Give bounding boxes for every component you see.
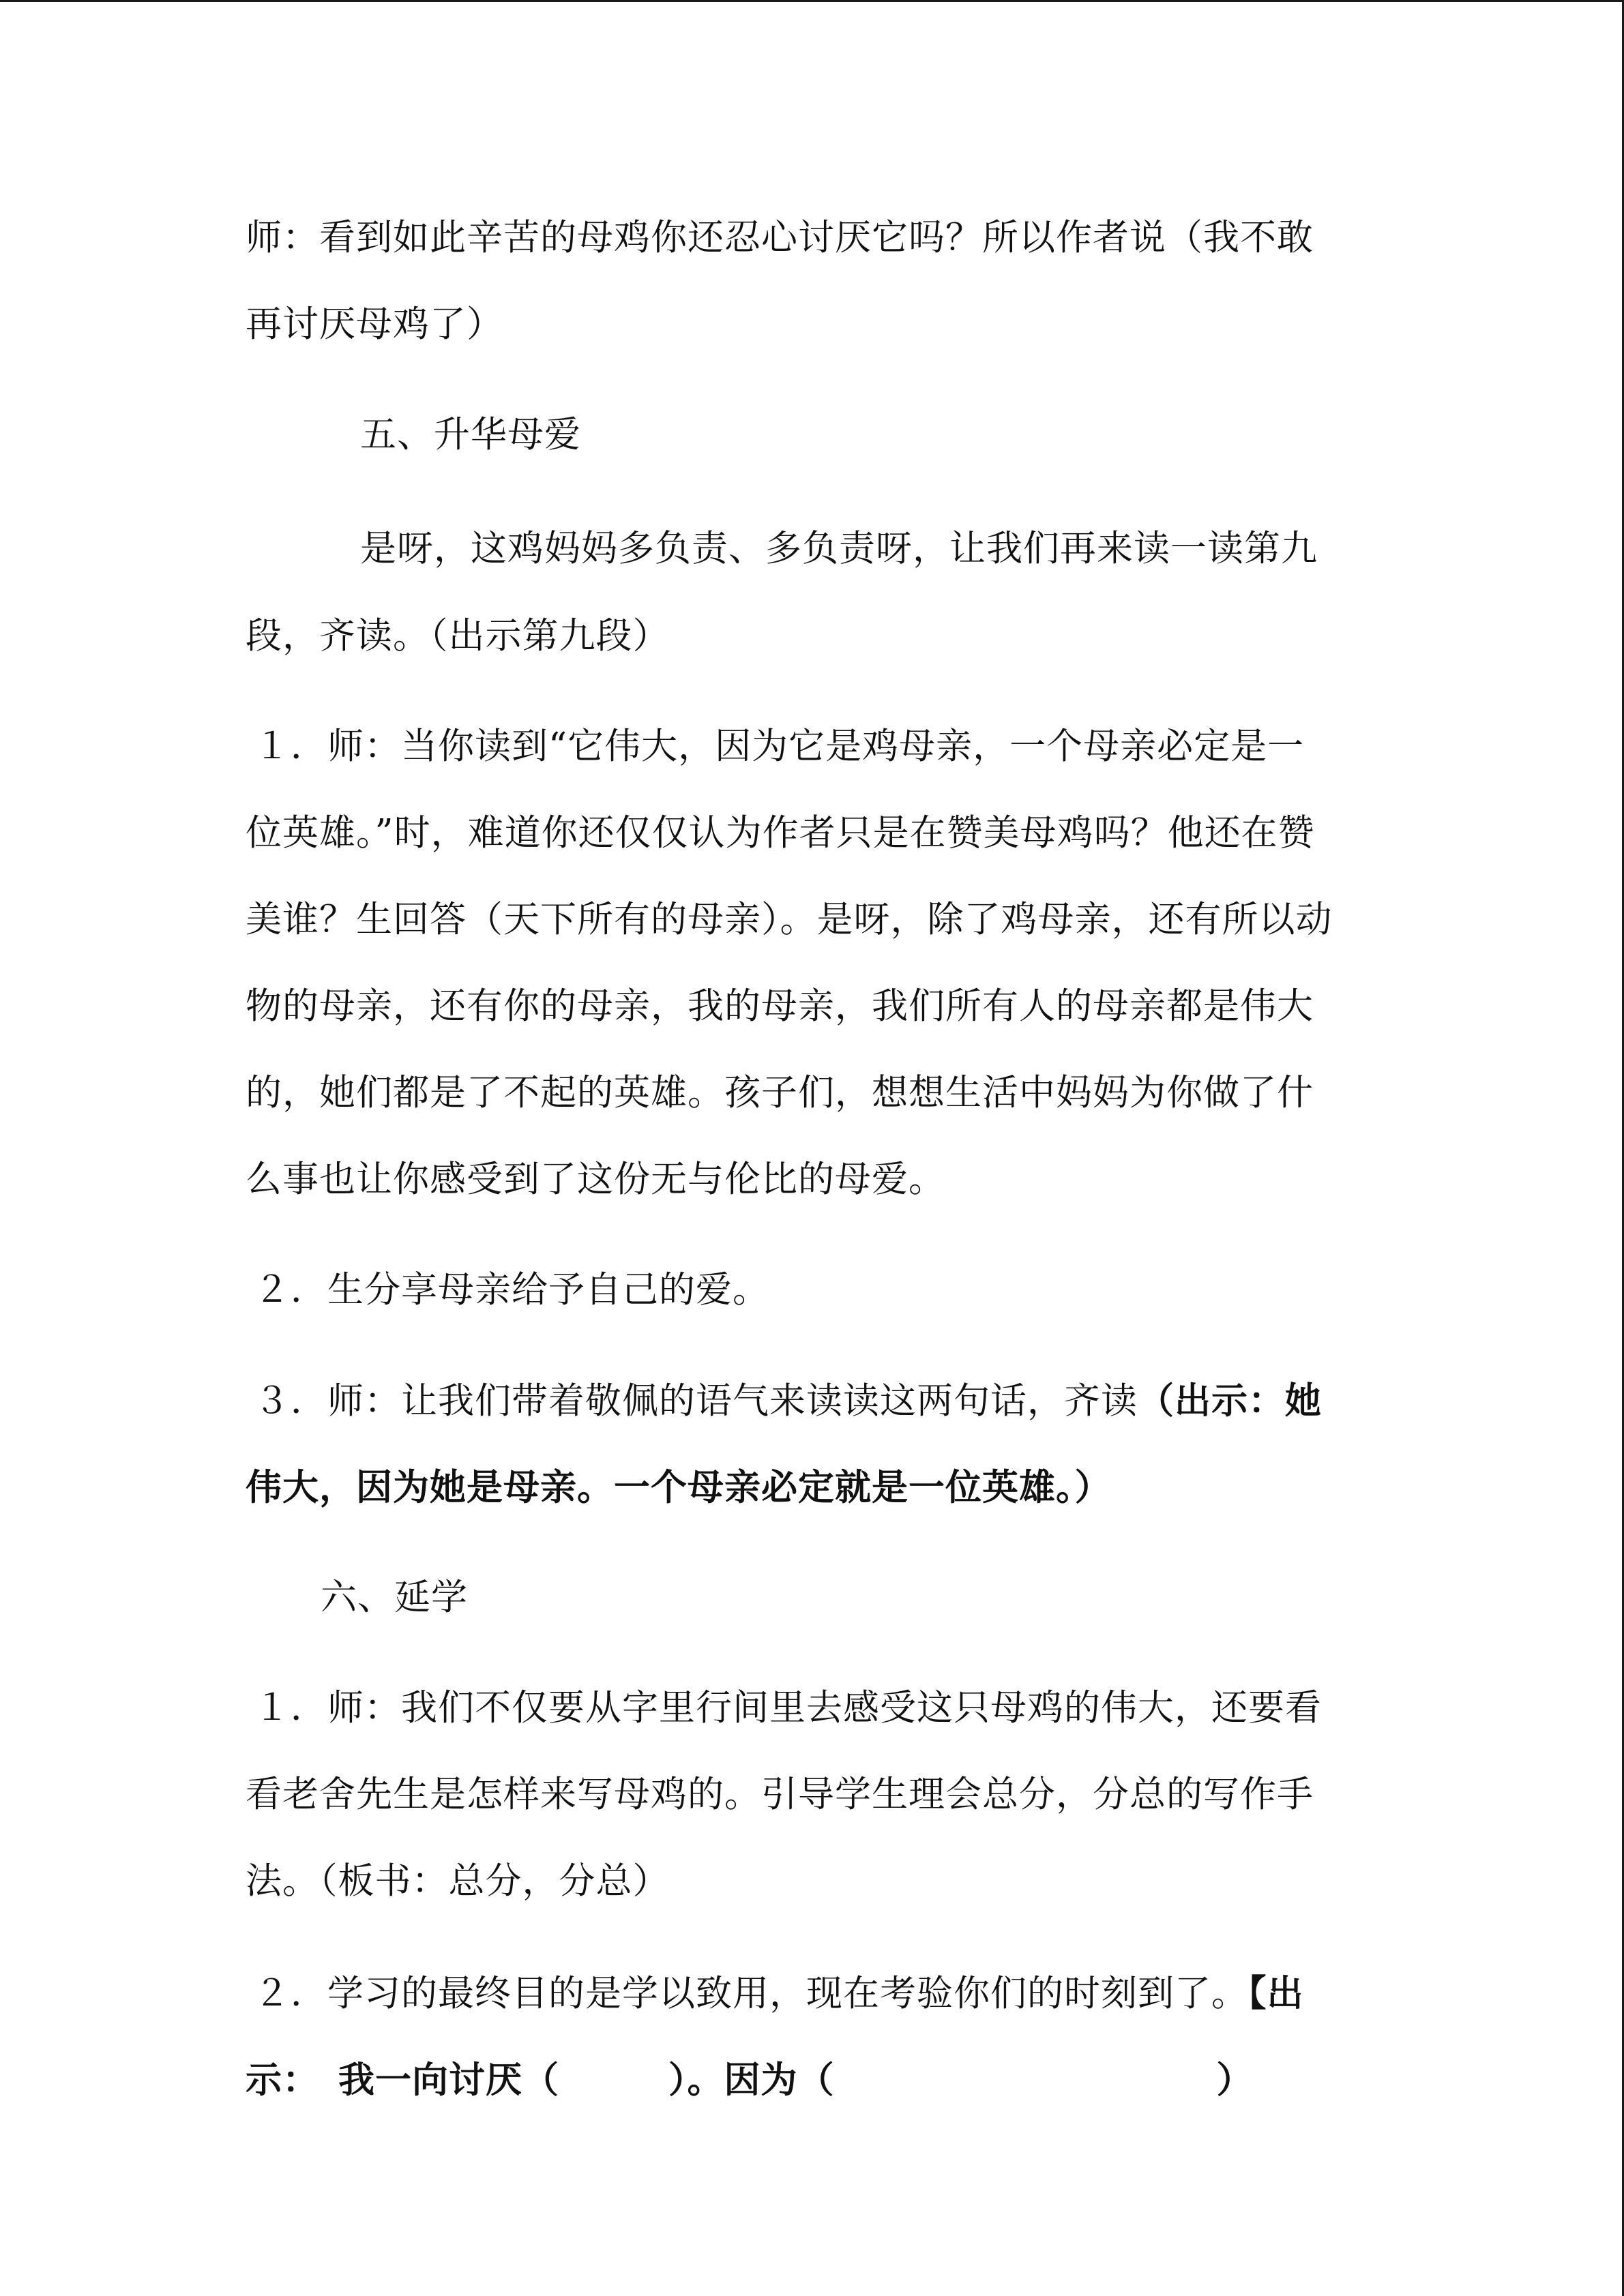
paragraph-line: 段，齐读。（出示第九段）	[246, 615, 670, 657]
bold-text: （出示：她	[1138, 1380, 1322, 1422]
paragraph-line	[254, 1377, 1322, 1425]
paragraph-text: ３．师：让我们带着敬佩的语气来读读这两句话，齐读	[254, 1380, 1138, 1422]
paragraph-line: 师：看到如此辛苦的母鸡你还忍心讨厌它吗？所以作者说（我不敢	[246, 217, 1314, 258]
section-heading-six: 六、延学	[321, 1577, 468, 1618]
paragraph-text: ２．学习的最终目的是学以致用，现在考验你们的时刻到了。	[254, 1973, 1248, 2014]
paragraph-line: 看老舍先生是怎样来写母鸡的。引导学生理会总分，分总的写作手	[246, 1774, 1314, 1815]
paragraph-line: 位英雄。”时，难道你还仅仅认为作者只是在赞美母鸡吗？他还在赞	[246, 812, 1315, 854]
paragraph-line: 法。（板书：总分，分总）	[246, 1860, 670, 1902]
paragraph-line: 的，她们都是了不起的英雄。孩子们，想想生活中妈妈为你做了什	[246, 1072, 1314, 1114]
paragraph-line: 再讨厌母鸡了）	[246, 303, 503, 345]
paragraph-line	[254, 1969, 1304, 2017]
paragraph-line: ２．生分享母亲给予自己的爱。	[254, 1269, 769, 1311]
prompt-part-two: ）。因为（	[668, 2059, 835, 2101]
paragraph-line: 美谁？生回答（天下所有的母亲）。是呀，除了鸡母亲，还有所以动	[246, 899, 1333, 940]
bold-paragraph-line: 伟大，因为她是母亲。一个母亲必定就是一位英雄。）	[246, 1466, 1112, 1508]
prompt-part-one: 我一向讨厌（	[338, 2059, 559, 2101]
paragraph-line: 么事也让你感受到了这份无与伦比的母爱。	[246, 1159, 945, 1200]
page-top-border	[0, 0, 1624, 2]
paragraph-line: 物的母亲，还有你的母亲，我的母亲，我们所有人的母亲都是伟大	[246, 985, 1314, 1027]
bold-text: 【出	[1248, 1972, 1304, 2014]
paragraph-line: １．师：我们不仅要从字里行间里去感受这只母鸡的伟大，还要看	[254, 1687, 1322, 1729]
section-heading-five: 五、升华母爱	[360, 414, 581, 456]
paragraph-line: 是呀，这鸡妈妈多负责、多负责呀，让我们再来读一读第九	[360, 528, 1318, 569]
paragraph-line: １．师：当你读到“它伟大，因为它是鸡母亲，一个母亲必定是一	[254, 726, 1305, 767]
prompt-close: ）	[1216, 2059, 1254, 2101]
prompt-label: 示：	[246, 2059, 319, 2101]
fill-in-prompt	[246, 2056, 1254, 2104]
